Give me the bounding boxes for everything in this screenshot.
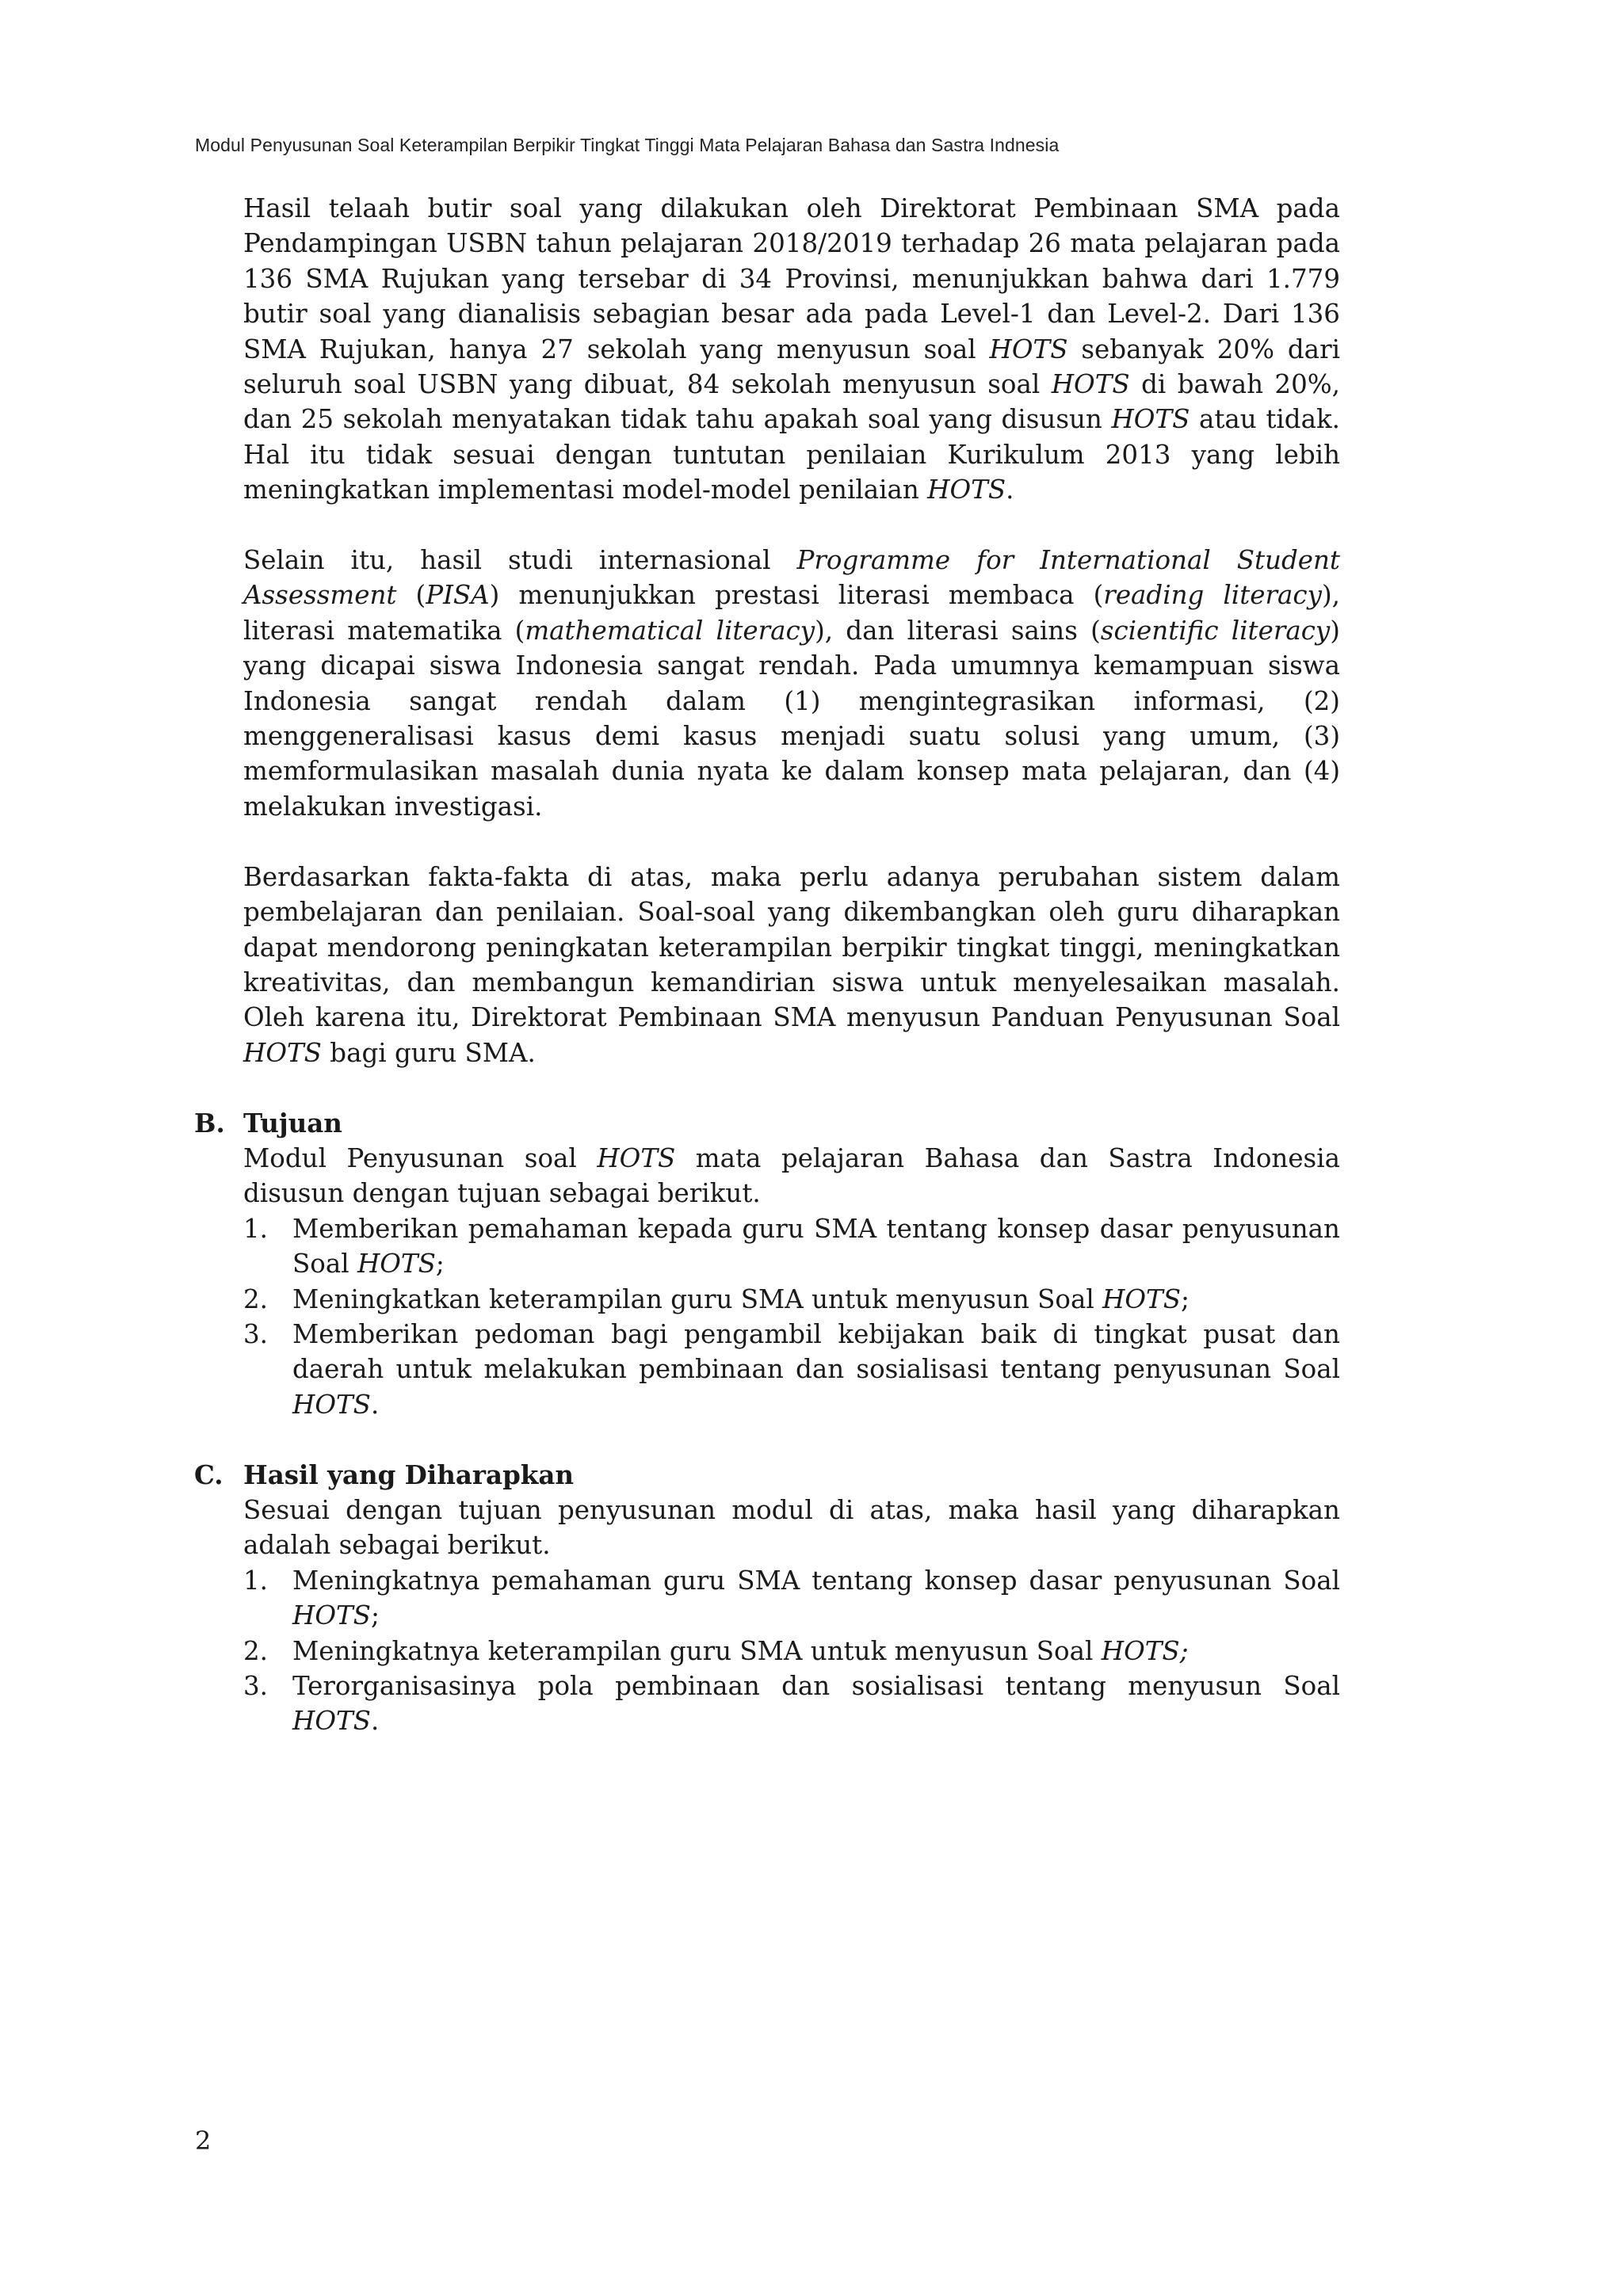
text-run: Memberikan pedoman bagi pengambil kebijakan baik di tingkat pusat dan daerah untuk melakukan pembinaan dan sosialisasi tentang penyusunan Soal <box>292 1318 1340 1385</box>
text-run: mata pelajaran Bahasa dan Sastra Indonesia disusun dengan tujuan sebagai berikut. <box>243 1142 1341 1209</box>
list-item <box>243 1563 1340 1634</box>
document-body <box>194 191 1341 1739</box>
text-run: ; <box>370 1600 380 1631</box>
list-item <box>243 1211 1340 1282</box>
section-c-list <box>243 1563 1340 1739</box>
text-run: Selain itu, hasil studi internasional <box>243 545 797 576</box>
list-item <box>243 1282 1340 1317</box>
list-number: 2. <box>243 1283 269 1314</box>
italic-term: HOTS <box>989 334 1068 364</box>
italic-term: HOTS <box>1102 1283 1181 1314</box>
italic-term: HOTS <box>927 475 1006 505</box>
page-number: 2 <box>195 2126 212 2156</box>
intro-paragraph-1 <box>243 191 1340 508</box>
italic-term: HOTS <box>292 1706 371 1737</box>
list-item <box>243 1317 1340 1422</box>
italic-term: HOTS <box>292 1600 371 1631</box>
text-run: Terorganisasinya pola pembinaan dan sosialisasi tentang menyusun Soal <box>292 1671 1340 1701</box>
text-run: Hasil telaah butir soal yang dilakukan oleh Direktorat Pembinaan SMA pada Pendampingan USBN tahun pelajaran 2018/2019 terhadap 26 mata pelajaran pada 136 SMA Rujukan yang tersebar di 34 Provinsi, menunjukkan bahwa dari 1.779 butir soal yang dianalisis sebagian besar ada pada Level-1 dan Level-2. Dari 136 SMA Rujukan, hanya 27 sekolah yang menyusun soal <box>243 193 1340 364</box>
list-number: 2. <box>243 1635 269 1666</box>
text-run: Memberikan pemahaman kepada guru SMA tentang konsep dasar penyusunan Soal <box>292 1213 1340 1280</box>
italic-term: scientific literacy <box>1100 615 1331 646</box>
section-b-list <box>243 1211 1340 1422</box>
text-run: Meningkatnya pemahaman guru SMA tentang konsep dasar penyusunan Soal <box>292 1565 1340 1596</box>
section-b-intro <box>243 1141 1340 1211</box>
section-c-heading <box>194 1458 1340 1493</box>
text-run: ), literasi matematika ( <box>243 580 1340 646</box>
italic-term: HOTS <box>1051 369 1130 400</box>
list-item <box>243 1669 1340 1739</box>
italic-term: PISA <box>426 580 490 611</box>
italic-term: HOTS <box>357 1249 436 1280</box>
list-number: 3. <box>243 1318 269 1349</box>
italic-term: Programme for International Student Assessment <box>243 545 1340 611</box>
italic-term: HOTS <box>243 1037 322 1068</box>
italic-term: HOTS <box>597 1142 676 1173</box>
text-run: Meningkatnya keterampilan guru SMA untuk menyusun Soal <box>292 1635 1102 1666</box>
text-run: sebanyak 20% dari seluruh soal USBN yang dibuat, 84 sekolah menyusun soal <box>243 334 1340 400</box>
intro-paragraph-2 <box>243 543 1340 824</box>
italic-term: HOTS; <box>1101 1635 1189 1666</box>
running-header: Modul Penyusunan Soal Keterampilan Berpikir Tingkat Tinggi Mata Pelajaran Bahasa dan Sastra Indnesia <box>195 135 1060 155</box>
section-b-title: Tujuan <box>243 1107 342 1138</box>
section-c-letter: C. <box>194 1459 223 1490</box>
section-b-heading <box>194 1106 1340 1141</box>
text-run: ; <box>435 1249 445 1280</box>
list-item <box>243 1634 1340 1669</box>
text-run: Modul Penyusunan soal <box>243 1142 598 1173</box>
text-run: ) menunjukkan prestasi literasi membaca ( <box>489 580 1104 611</box>
italic-term: reading literacy <box>1103 580 1322 611</box>
italic-term: HOTS <box>292 1389 371 1420</box>
text-run: Berdasarkan fakta-fakta di atas, maka perlu adanya perubahan sistem dalam pembelajaran dan penilaian. Soal-soal yang dikembangkan oleh guru diharapkan dapat mendorong peningkatan keterampilan berpikir tingkat tinggi, meningkatkan kreativitas, dan membangun kemandirian siswa untuk menyelesaikan masalah. Oleh karena itu, Direktorat Pembinaan SMA menyusun Panduan Penyusunan Soal <box>243 861 1340 1033</box>
list-number: 1. <box>243 1213 269 1244</box>
text-run: di bawah 20%, dan 25 sekolah menyatakan tidak tahu apakah soal yang disusun <box>243 369 1340 435</box>
text-run: Meningkatkan keterampilan guru SMA untuk menyusun Soal <box>292 1283 1103 1314</box>
text-run: atau tidak. Hal itu tidak sesuai dengan tuntutan penilaian Kurikulum 2013 yang lebih meningkatkan implementasi model-model penilaian <box>243 404 1340 505</box>
text-run: ; <box>1181 1283 1190 1314</box>
text-run: bagi guru SMA. <box>321 1037 536 1068</box>
intro-paragraph-3 <box>243 860 1340 1070</box>
italic-term: HOTS <box>1111 404 1190 435</box>
text-run: . <box>370 1389 380 1420</box>
section-c-intro: Sesuai dengan tujuan penyusunan modul di atas, maka hasil yang diharapkan adalah sebagai berikut. <box>243 1494 1340 1561</box>
text-run: . <box>1006 475 1014 505</box>
section-c-title: Hasil yang Diharapkan <box>243 1459 575 1490</box>
text-run: ), dan literasi sains ( <box>815 615 1101 646</box>
section-b-letter: B. <box>194 1107 225 1138</box>
text-run: ( <box>396 580 426 611</box>
text-run: ) yang dicapai siswa Indonesia sangat rendah. Pada umumnya kemampuan siswa Indonesia sangat rendah dalam (1) mengintegrasikan informasi, (2) menggeneralisasi kasus demi kasus menjadi suatu solusi yang umum, (3) memformulasikan masalah dunia nyata ke dalam konsep mata pelajaran, dan (4) melakukan investigasi. <box>243 615 1340 822</box>
italic-term: mathematical literacy <box>525 615 815 646</box>
list-number: 1. <box>243 1565 269 1596</box>
text-run: . <box>370 1706 380 1737</box>
list-number: 3. <box>243 1671 269 1701</box>
